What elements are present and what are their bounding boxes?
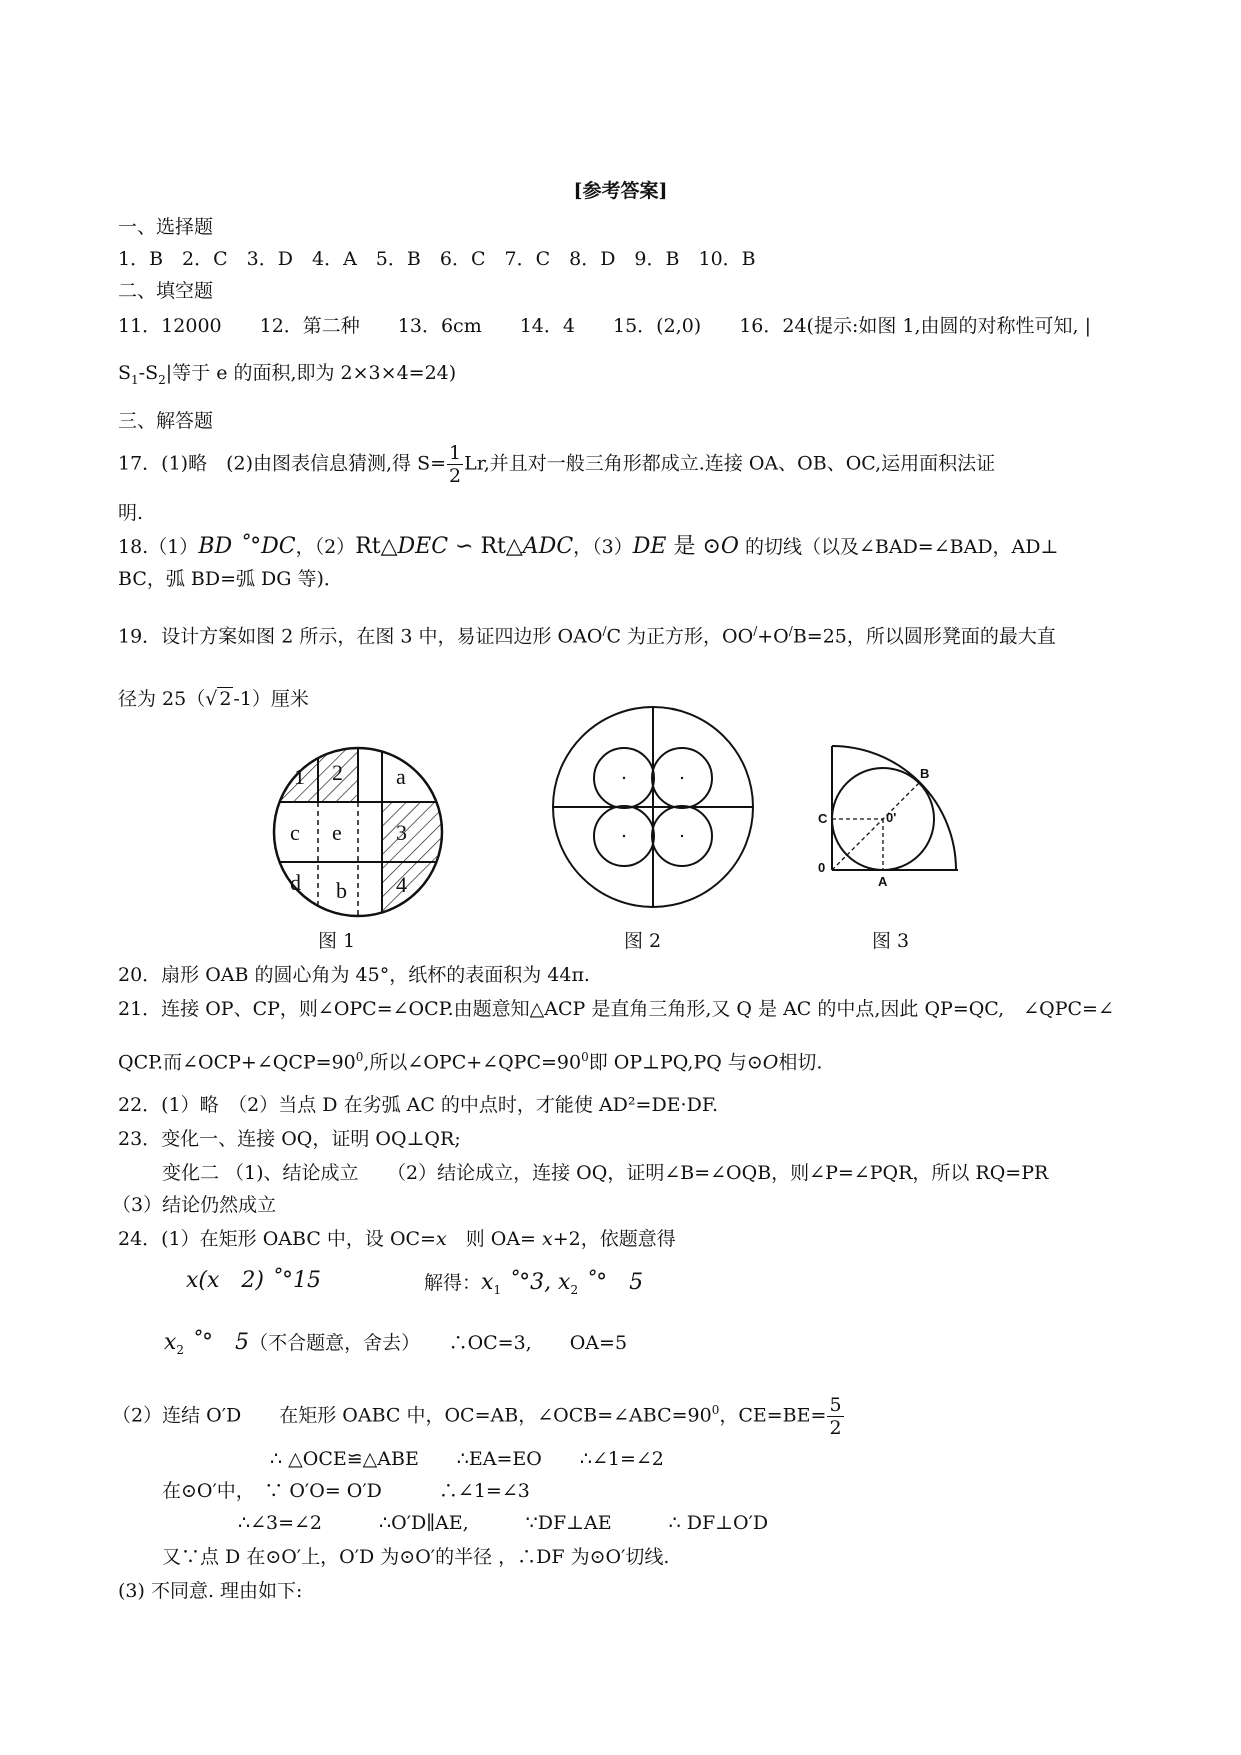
- math: x(x 2) ˚°15: [186, 1268, 321, 1293]
- fill-answers-line1: 11．12000 12．第二种 13．6cm 14．4 15．(2,0) 16．24(提示:如图 1,由圆的对称性可知, |: [118, 315, 1092, 337]
- math: O: [762, 1051, 779, 1074]
- math: O: [720, 534, 739, 559]
- text: -S: [138, 362, 159, 384]
- q23-line1: 23．变化一、连接 OQ，证明 OQ⊥QR;: [118, 1128, 461, 1150]
- denominator: 2: [829, 1417, 842, 1439]
- fraction: [827, 1394, 843, 1439]
- text: （不合题意，舍去） ∴OC=3, OA=5: [249, 1332, 628, 1354]
- q21-line1: 21．连接 OP、CP，则∠OPC=∠OCP.由题意知△ACP 是直角三角形,又 Q 是 AC 的中点,因此 QP=QC, ∠QPC=∠: [118, 998, 1114, 1020]
- fig1-label: 2: [332, 760, 343, 785]
- math: BD ˚°DC: [198, 534, 296, 559]
- q19-line1: [118, 618, 1056, 649]
- math: x: [542, 1228, 553, 1250]
- text: 18.（1）: [118, 536, 199, 558]
- superscript: 0: [355, 1050, 364, 1064]
- numerator: 5: [829, 1394, 842, 1416]
- superscript: /: [788, 624, 793, 638]
- q24-line8: 又∵点 D 在⊙O′上，O′D 为⊙O′的半径 ，∴DF 为⊙O′切线.: [162, 1546, 670, 1568]
- subscript: 1: [493, 1282, 502, 1297]
- section-heading-choice: 一、选择题: [118, 216, 214, 238]
- text: S: [118, 362, 132, 384]
- fig1-label: 3: [396, 820, 407, 845]
- math: x: [164, 1330, 177, 1355]
- q20: 20．扇形 OAB 的圆心角为 45°，纸杯的表面积为 44π.: [118, 964, 590, 986]
- fig1-caption: 图 1: [318, 930, 356, 952]
- q24-line9: (3) 不同意. 理由如下:: [118, 1580, 303, 1602]
- subscript: 2: [158, 372, 166, 387]
- q21-line2: [118, 1044, 822, 1075]
- q23-line3: （3）结论仍然成立: [112, 1194, 277, 1216]
- fig3-label: B: [920, 766, 930, 781]
- text: 的切线（以及∠BAD=∠BAD，AD⊥: [738, 536, 1059, 558]
- text: 解得：: [424, 1272, 482, 1294]
- text: 径为 25（: [118, 688, 206, 710]
- section-heading-solve: 三、解答题: [118, 410, 214, 432]
- q24-line6: 在⊙O′中， ∵ O′O= O′D ∴∠1=∠3: [162, 1480, 530, 1502]
- q24-line1: [118, 1226, 676, 1252]
- q17-line1: [118, 442, 995, 487]
- text: （2）连结 O′D 在矩形 OABC 中，OC=AB，∠OCB=∠ABC=90: [112, 1404, 712, 1427]
- math: x: [435, 1228, 447, 1250]
- fig3-caption: 图 3: [872, 930, 910, 952]
- fig1-label: 4: [396, 872, 407, 897]
- figure-2: [548, 702, 758, 912]
- text: 相切.: [778, 1051, 823, 1074]
- math: 是 ⊙: [666, 534, 721, 559]
- figure-1: [268, 742, 448, 922]
- sqrt-radicand: 2: [219, 688, 232, 710]
- fig1-label: 1: [294, 764, 305, 789]
- q24-line7: ∴∠3=∠2 ∴O′D∥AE, ∵DF⊥AE ∴ DF⊥O′D: [238, 1512, 769, 1534]
- text: ，（2）: [295, 536, 356, 558]
- math: DEC: [397, 534, 449, 559]
- q24-line4: [112, 1394, 845, 1439]
- q22: 22．(1）略 （2）当点 D 在劣弧 AC 的中点时，才能使 AD²=DE·DF.: [118, 1094, 719, 1116]
- section-heading-fill: 二、填空题: [118, 280, 214, 302]
- math: Rt△: [355, 534, 398, 559]
- denominator: 2: [449, 465, 462, 487]
- q24-solution: [424, 1270, 643, 1303]
- subscript: 2: [176, 1342, 185, 1357]
- fig1-label: d: [290, 870, 301, 895]
- text: 即 OP⊥PQ,PQ 与⊙: [588, 1051, 763, 1074]
- q18-line2: BC，弧 BD=弧 DG 等)．: [118, 568, 343, 590]
- q19-line2: [118, 686, 309, 712]
- math: ADC: [522, 534, 574, 559]
- choice-answers: 1．B 2．C 3．D 4．A 5．B 6．C 7．C 8．D 9．B 10．B: [118, 248, 756, 270]
- fig3-label: C: [818, 811, 828, 826]
- fig2-caption: 图 2: [624, 930, 662, 952]
- q24-equation1: [186, 1268, 321, 1294]
- text: Lr,并且对一般三角形都成立.连接 OA、OB、OC,运用面积法证: [464, 452, 996, 475]
- text: B=25，所以圆形凳面的最大直: [792, 625, 1056, 648]
- math: ˚° 5: [184, 1330, 250, 1355]
- q18-line1: [118, 534, 1058, 560]
- fig3-label: A: [878, 874, 888, 889]
- superscript: 0: [711, 1403, 720, 1418]
- math: DE: [632, 534, 667, 559]
- fig1-label: b: [336, 878, 347, 903]
- text: C 为正方形，OO: [606, 625, 754, 648]
- fig1-label: c: [290, 820, 300, 845]
- text: 则 OA=: [465, 1228, 536, 1250]
- text: -1）厘米: [233, 688, 309, 710]
- q24-line3: [164, 1330, 627, 1363]
- fig3-label: 0': [886, 810, 897, 825]
- q17-line2: 明.: [118, 502, 144, 524]
- text: 17．(1)略 (2)由图表信息猜测,得 S=: [118, 452, 447, 475]
- q23-line2: 变化二 （1)、结论成立 （2）结论成立，连接 OQ，证明∠B=∠OQB，则∠P=∠PQR，所以 RQ=PR: [162, 1162, 1049, 1184]
- text: QCP.而∠OCP+∠QCP=90: [118, 1051, 356, 1074]
- fig1-label: a: [396, 764, 406, 789]
- math: ˚° 5: [578, 1270, 644, 1295]
- sqrt-sign: √: [205, 688, 218, 710]
- superscript: /: [602, 624, 607, 638]
- text: ，CE=BE=: [719, 1404, 827, 1427]
- text: |等于 e 的面积,即为 2×3×4=24): [165, 362, 457, 384]
- hatched-region-1-2: [268, 742, 358, 802]
- text: ，（3）: [573, 536, 633, 558]
- text: +O: [757, 625, 789, 648]
- fig3-label: 0: [818, 860, 826, 875]
- math: ∽ Rt△: [448, 534, 523, 559]
- fill-answers-line2: [118, 360, 456, 393]
- numerator: 1: [449, 442, 462, 464]
- fig1-label: e: [332, 820, 342, 845]
- superscript: 0: [581, 1050, 589, 1064]
- text: ,所以∠OPC+∠QPC=90: [363, 1051, 582, 1074]
- fraction: [447, 442, 463, 487]
- math: x: [481, 1270, 494, 1295]
- text: 19．设计方案如图 2 所示，在图 3 中，易证四边形 OAO: [118, 625, 603, 648]
- text: 24．(1）在矩形 OABC 中，设 OC=: [118, 1228, 436, 1250]
- subscript: 2: [570, 1282, 579, 1297]
- text: +2，依题意得: [552, 1228, 676, 1250]
- q24-line5: ∴ △OCE≌△ABE ∴EA=EO ∴∠1=∠2: [270, 1448, 664, 1470]
- superscript: /: [753, 624, 758, 638]
- figure-3: [810, 738, 980, 898]
- math: ˚°3, x: [501, 1270, 571, 1295]
- subscript: 1: [131, 372, 139, 387]
- page-title: [参考答案]: [573, 180, 668, 202]
